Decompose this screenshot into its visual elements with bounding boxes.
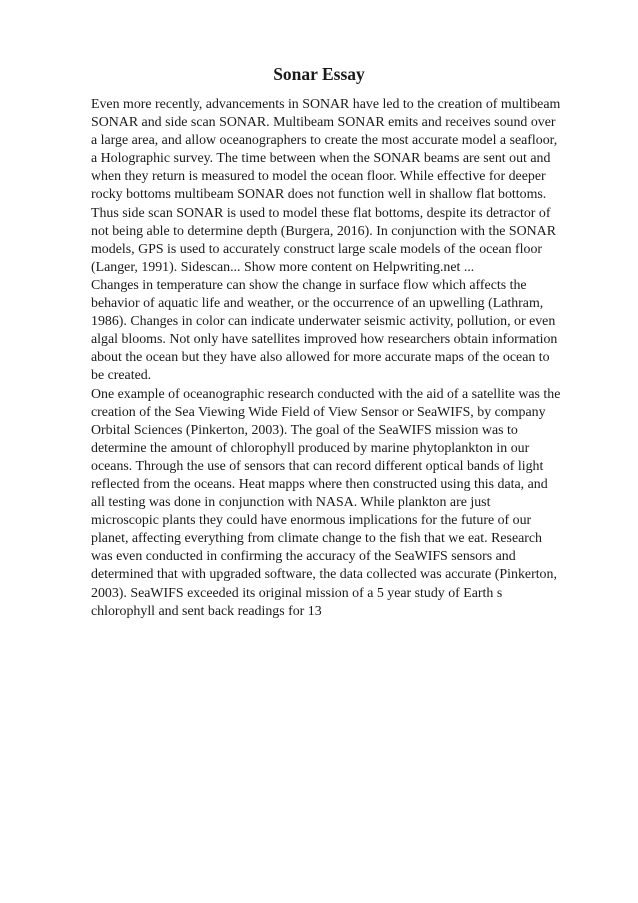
document-body [91,96,561,621]
paragraph-temperature: Changes in temperature can show the change in surface flow which affects the behavior of aquatic life and weather, or the occurrence of an upwelling (Lathram, 1986). Changes in color can indicate underwater seismic activity, pollution, or even algal blooms. Not only have satellites improved how researchers obtain information about the ocean but they have also allowed for more accurate maps of the ocean to be created. [91,277,558,384]
paragraph-seawifs: One example of oceanographic research conducted with the aid of a satellite was the creation of the Sea Viewing Wide Field of View Sensor or SeaWIFS, by company Orbital Sciences (Pinkerton, 2003). The goal of the SeaWIFS mission was to determine the amount of chlorophyll produced by marine phytoplankton in our oceans. Through the use of sensors that can record different optical bands of light reflected from the oceans. Heat mapps where then constructed using this data, and all testing was done in conjunction with NASA. While plankton are just microscopic plants they could have enormous implications for the future of our planet, affecting everything from climate change to the fish that we eat. Research was even conducted in confirming the accuracy of the SeaWIFS sensors and determined that with upgraded software, the data collected was accurate (Pinkerton, 2003). SeaWIFS exceeded its original mission of a 5 year study of Earth s chlorophyll and sent back readings for 13 [91,386,561,619]
paragraph-sonar: Even more recently, advancements in SONAR have led to the creation of multibeam SONAR and side scan SONAR. Multibeam SONAR emits and receives sound over a large area, and allow oceanographers to create the most accurate model a seafloor, a Holographic survey. The time between when the SONAR beams are sent out and when they return is measured to model the ocean floor. While effective for deeper rocky bottoms multibeam SONAR does not function well in shallow flat bottoms. Thus side scan SONAR is used to model these flat bottoms, despite its detractor of not being able to determine depth (Burgera, 2016). In conjunction with the SONAR models, GPS is used to accurately construct large scale models of the ocean floor (Langer, 1991). Sidescan... Show more content on Helpwriting.net ... [91,97,561,275]
document-title: Sonar Essay [273,64,365,84]
